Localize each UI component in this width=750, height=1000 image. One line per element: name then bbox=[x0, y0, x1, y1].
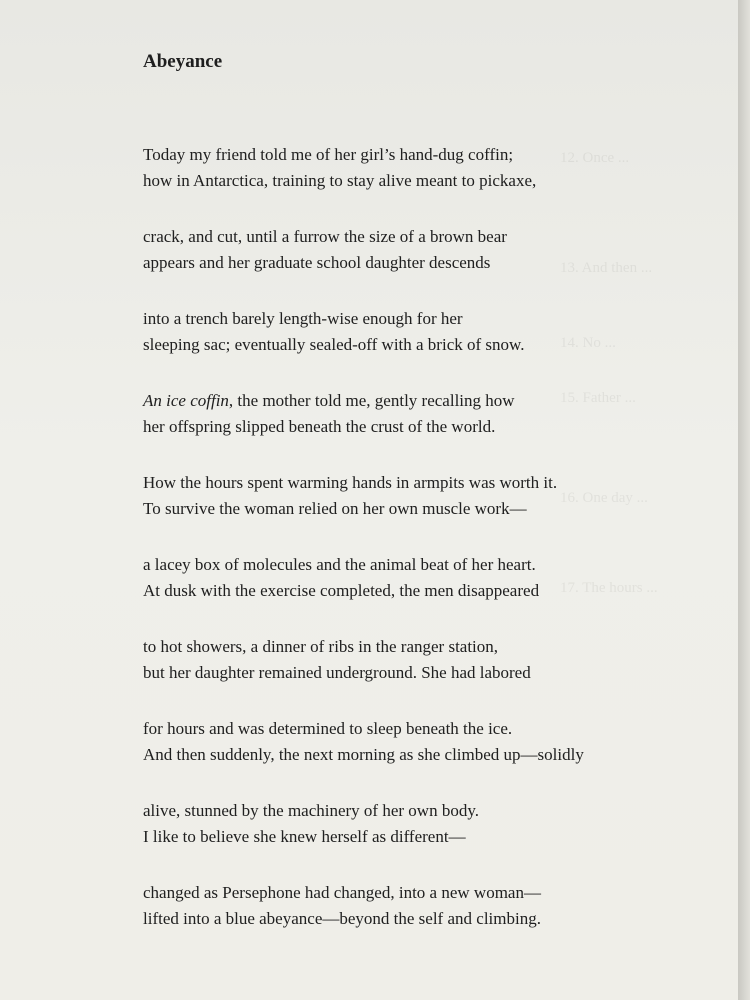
poem-line: changed as Persephone had changed, into a new woman— bbox=[143, 883, 541, 902]
stanza bbox=[143, 142, 663, 194]
bleed-through-text: 16. One day ... bbox=[560, 490, 648, 506]
poem-line: lifted into a blue abeyance—beyond the self and climbing. bbox=[143, 909, 541, 928]
poem-line: into a trench barely length-wise enough for her bbox=[143, 309, 463, 328]
stanza bbox=[143, 552, 663, 604]
poem-line: To survive the woman relied on her own muscle work— bbox=[143, 499, 527, 518]
poem-line bbox=[143, 388, 663, 414]
poem-line: Today my friend told me of her girl’s hand-dug coffin; bbox=[143, 145, 514, 164]
poem-body bbox=[143, 142, 663, 932]
poem-line: her offspring slipped beneath the crust of the world. bbox=[143, 417, 496, 436]
bleed-through-text: 15. Father ... bbox=[560, 390, 636, 406]
poem-line: At dusk with the exercise completed, the men disappeared bbox=[143, 581, 540, 600]
poem-line: How the hours spent warming hands in armpits was worth it. bbox=[143, 473, 558, 492]
bleed-through-text: 14. No ... bbox=[560, 335, 616, 351]
poem-title: Abeyance bbox=[143, 50, 223, 72]
bleed-through-text: 13. And then ... bbox=[560, 260, 653, 276]
bleed-through-text: 12. Once ... bbox=[560, 150, 630, 166]
stanza bbox=[143, 716, 663, 768]
poem-line: but her daughter remained underground. She had labored bbox=[143, 663, 531, 682]
stanza bbox=[143, 388, 663, 440]
stanza bbox=[143, 306, 663, 358]
poem-line: how in Antarctica, training to stay alive meant to pickaxe, bbox=[143, 171, 537, 190]
page-edge bbox=[738, 0, 750, 1000]
poem-line: alive, stunned by the machinery of her own body. bbox=[143, 801, 479, 820]
poem-line: crack, and cut, until a furrow the size of a brown bear bbox=[143, 227, 507, 246]
stanza bbox=[143, 634, 663, 686]
stanza bbox=[143, 470, 663, 522]
line-remainder: , the mother told me, gently recalling how bbox=[228, 391, 515, 410]
italic-phrase: An ice coffin bbox=[143, 391, 229, 410]
poem-line: for hours and was determined to sleep beneath the ice. bbox=[143, 719, 513, 738]
poem-line: sleeping sac; eventually sealed-off with a brick of snow. bbox=[143, 335, 525, 354]
poem-line: to hot showers, a dinner of ribs in the ranger station, bbox=[143, 637, 499, 656]
poem-line: a lacey box of molecules and the animal beat of her heart. bbox=[143, 555, 536, 574]
poem-line: appears and her graduate school daughter descends bbox=[143, 253, 491, 272]
stanza bbox=[143, 798, 663, 850]
bleed-through-text: 17. The hours ... bbox=[560, 580, 658, 596]
poem-line: I like to believe she knew herself as different— bbox=[143, 827, 466, 846]
poem-line: And then suddenly, the next morning as she climbed up—solidly bbox=[143, 745, 584, 764]
stanza bbox=[143, 224, 663, 276]
stanza bbox=[143, 880, 663, 932]
